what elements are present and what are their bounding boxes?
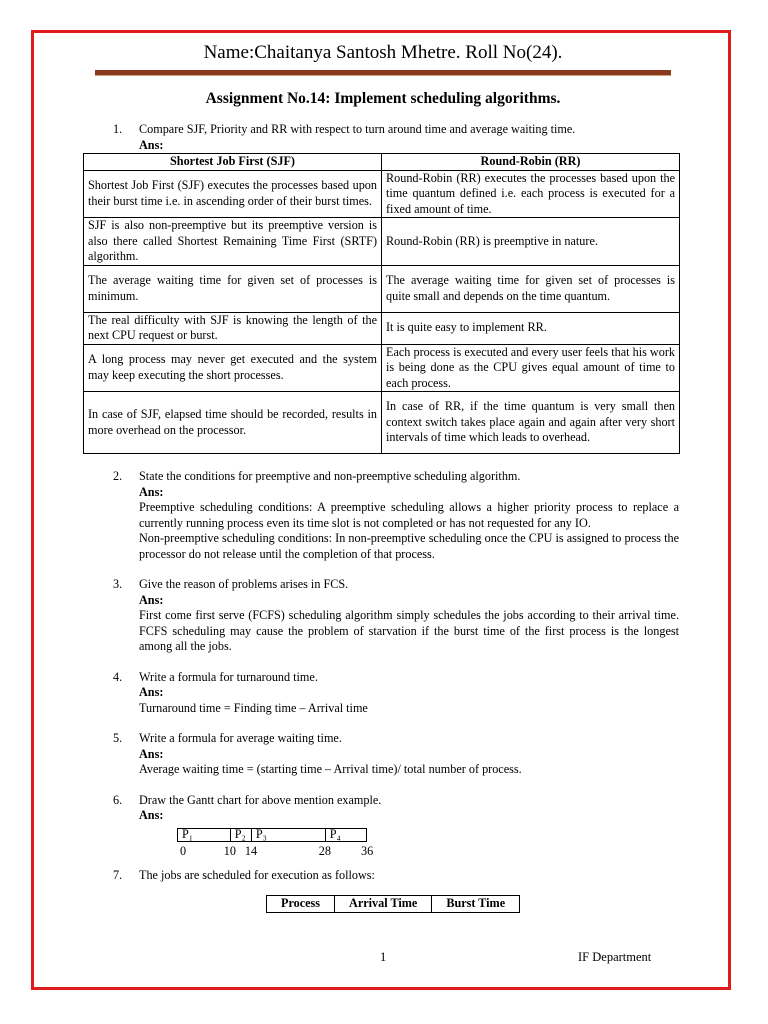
question-text: Write a formula for turnaround time. xyxy=(139,669,318,684)
answer-label: Ans: xyxy=(139,592,164,607)
table-row xyxy=(84,218,680,266)
answer-label: Ans: xyxy=(139,808,164,822)
assignment-title: Assignment No.14: Implement scheduling algorithms. xyxy=(205,90,561,107)
question-number: 7. xyxy=(113,867,123,882)
gantt-segment xyxy=(252,826,326,841)
table-header-cell: Arrival Time xyxy=(335,896,432,913)
gantt-process-label: P₃ xyxy=(255,826,267,841)
gantt-time-label: 36 xyxy=(361,843,374,858)
table-header-row xyxy=(84,154,680,171)
answer-label: Ans: xyxy=(139,746,164,761)
table-cell: Each process is executed and every user feels that his work is being done as the CPU gives equal amount of time to each process. xyxy=(382,344,680,392)
gantt-process-label: P₄ xyxy=(329,826,341,841)
student-header: Name:Chaitanya Santosh Mhetre. Roll No(24). xyxy=(203,42,563,63)
table-row xyxy=(84,344,680,392)
table-header-row xyxy=(267,896,520,913)
answer-label: Ans: xyxy=(139,137,164,152)
table-cell: Shortest Job First (SJF) executes the processes based upon their burst time i.e. in ascending order of their burst times. xyxy=(84,170,382,218)
question-number: 6. xyxy=(113,792,123,807)
gantt-segment xyxy=(326,826,368,841)
table-header-cell: Shortest Job First (SJF) xyxy=(84,154,382,171)
answer-label: Ans: xyxy=(139,685,164,699)
question-number: 2. xyxy=(113,469,123,483)
gantt-chart xyxy=(83,826,679,866)
answer-label: Ans: xyxy=(139,484,164,499)
table-cell: The real difficulty with SJF is knowing the length of the next CPU request or burst. xyxy=(84,312,382,344)
gantt-time-label: 10 xyxy=(223,843,236,858)
table-cell: SJF is also non-preemptive but its preemptive version is also there called Shortest Remaining Time First (SRTF) algorithm. xyxy=(84,218,382,266)
question-text: Draw the Gantt chart for above mention example. xyxy=(139,792,382,807)
question-number: 3. xyxy=(113,577,123,591)
gantt-segment xyxy=(178,826,231,841)
table-cell: The average waiting time for given set of processes is minimum. xyxy=(84,265,382,312)
table-cell: In case of RR, if the time quantum is very small then context switch takes place again and again after very short intervals of time which leads to overhead. xyxy=(382,392,680,454)
answer-paragraph: Average waiting time = (starting time – Arrival time)/ total number of process. xyxy=(139,762,522,776)
question-3 xyxy=(83,577,679,655)
page-number: 1 xyxy=(380,950,387,964)
question-number: 1. xyxy=(113,122,123,136)
answer-paragraph: Non-preemptive scheduling conditions: In non-preemptive scheduling once the CPU is assigned to process the processor do not release until the completion of that process. xyxy=(139,531,679,561)
table-cell: Round-Robin (RR) is preemptive in nature. xyxy=(382,218,680,266)
question-number: 4. xyxy=(113,669,123,684)
department-label: IF Department xyxy=(578,950,652,964)
table-cell: It is quite easy to implement RR. xyxy=(382,312,680,344)
table-row xyxy=(84,265,680,312)
table-cell: Round-Robin (RR) executes the processes based upon the time quantum defined i.e. each process is executed for a fixed amount of time. xyxy=(382,170,680,218)
question-text: State the conditions for preemptive and non-preemptive scheduling algorithm. xyxy=(139,469,521,483)
jobs-table xyxy=(266,895,520,913)
table-cell: In case of SJF, elapsed time should be recorded, results in more overhead on the processor. xyxy=(84,392,382,454)
gantt-segment xyxy=(231,826,252,841)
question-number: 5. xyxy=(113,731,123,745)
comparison-table xyxy=(83,153,680,454)
gantt-process-label: P₁ xyxy=(182,826,194,841)
question-text: Give the reason of problems arises in FCS. xyxy=(139,577,349,591)
question-text: The jobs are scheduled for execution as follows: xyxy=(139,867,375,882)
answer-paragraph: Preemptive scheduling conditions: A preemptive scheduling allows a higher priority process to replace a currently running process even its time slot is not completed or has not requested for any IO. xyxy=(139,500,679,530)
question-7 xyxy=(83,868,679,884)
question-4 xyxy=(83,670,679,717)
table-cell: A long process may never get executed and the system may keep executing the short processes. xyxy=(84,344,382,392)
table-row xyxy=(84,170,680,218)
gantt-bar xyxy=(177,828,367,842)
table-header-cell: Burst Time xyxy=(432,896,520,913)
gantt-process-label: P₂ xyxy=(234,826,246,841)
gantt-time-label: 14 xyxy=(244,843,258,858)
answer-paragraph: Turnaround time = Finding time – Arrival time xyxy=(139,700,368,715)
gantt-time-label: 0 xyxy=(180,843,187,858)
table-header-cell: Process xyxy=(267,896,335,913)
question-text: Write a formula for average waiting time. xyxy=(139,731,342,745)
document-body xyxy=(83,122,679,913)
table-cell: The average waiting time for given set of processes is quite small and depends on the time quantum. xyxy=(382,265,680,312)
question-text: Compare SJF, Priority and RR with respect to turn around time and average waiting time. xyxy=(139,122,576,136)
question-5 xyxy=(83,731,679,778)
answer-paragraph: First come first serve (FCFS) scheduling algorithm simply schedules the jobs according to their arrival time. FCFS scheduling may cause the problem of starvation if the burst time of the first process is the longest among all the jobs. xyxy=(139,608,679,653)
gantt-time-label: 28 xyxy=(318,843,331,858)
table-row xyxy=(84,312,680,344)
table-row xyxy=(84,392,680,454)
question-6 xyxy=(83,793,679,824)
question-1 xyxy=(83,122,679,153)
header-rule xyxy=(95,70,671,76)
question-2 xyxy=(83,469,679,562)
table-header-cell: Round-Robin (RR) xyxy=(382,154,680,171)
